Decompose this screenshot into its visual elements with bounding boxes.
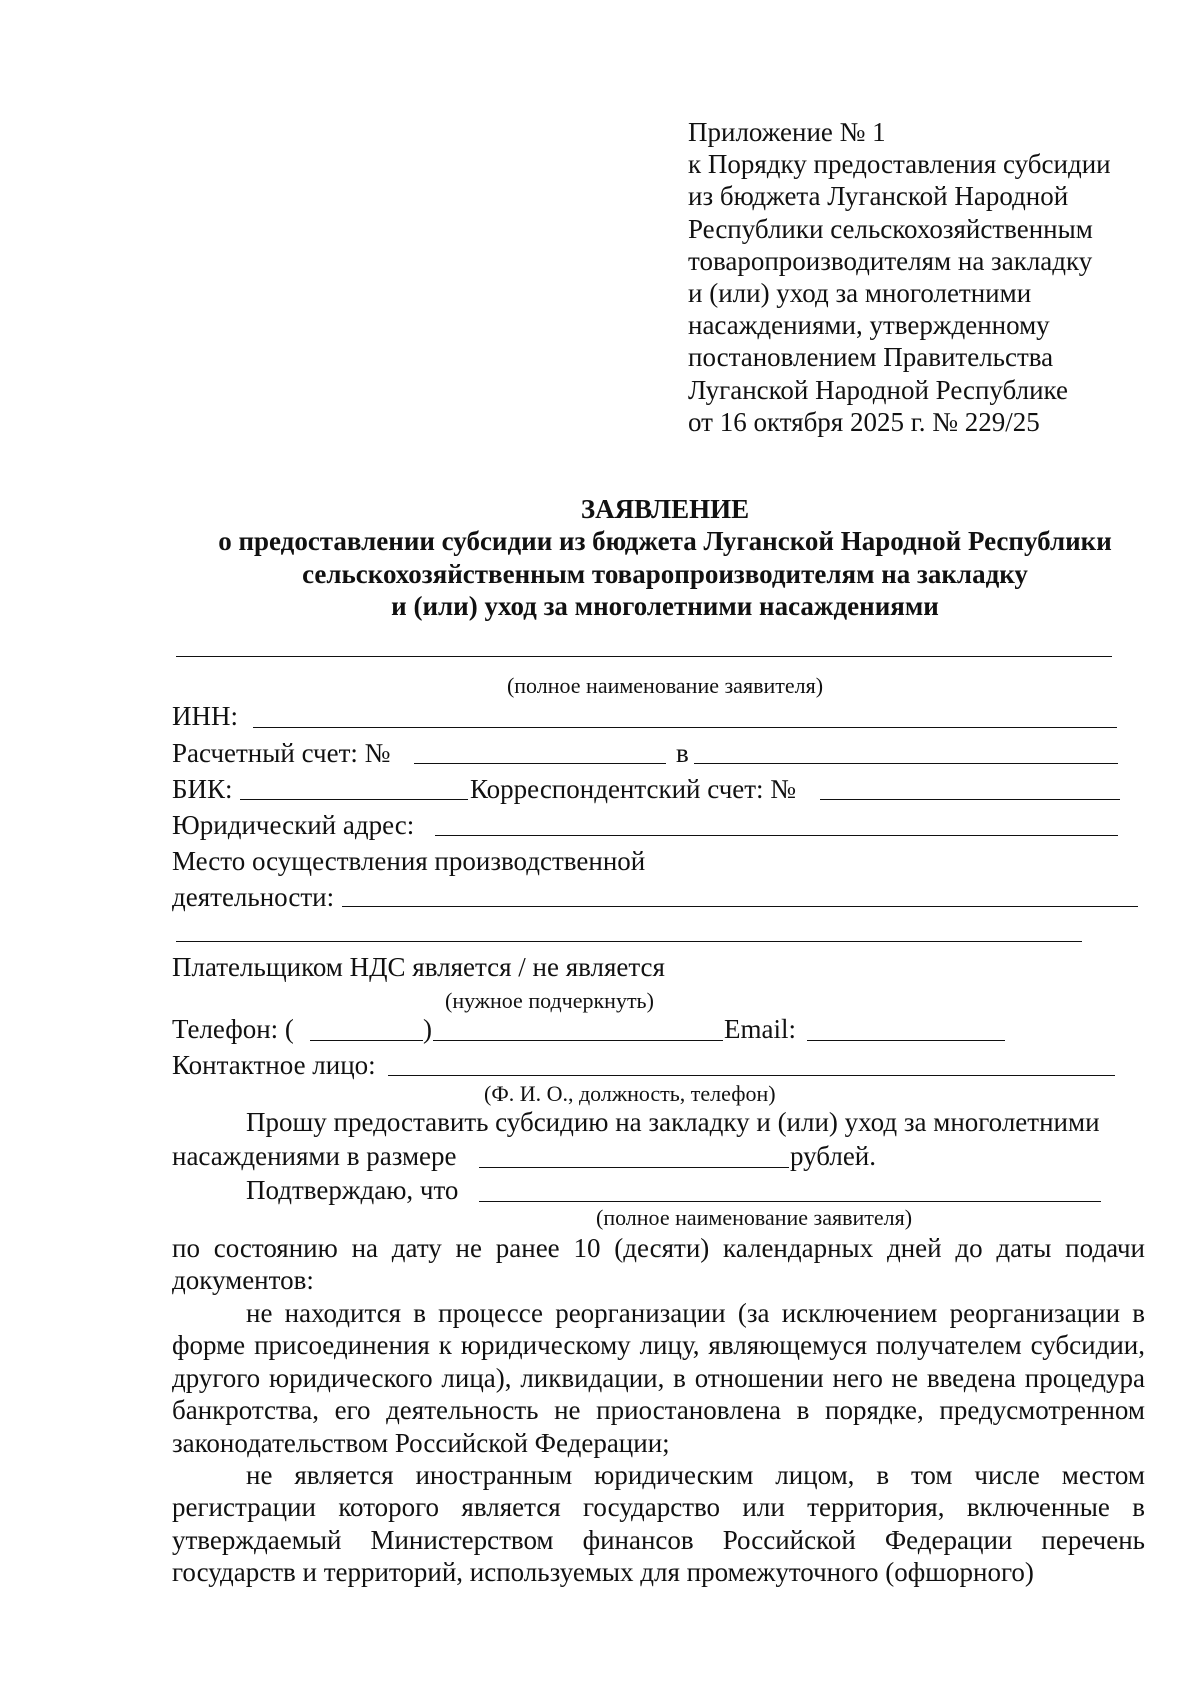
- subsidy-amount-field[interactable]: [479, 1167, 789, 1168]
- activity-place-label-cont: деятельности:: [172, 882, 335, 912]
- activity-place-field-cont[interactable]: [176, 941, 1082, 942]
- phone-paren: ): [423, 1014, 432, 1044]
- account-label: Расчетный счет: №: [172, 738, 391, 768]
- bik-label: БИК:: [172, 774, 233, 804]
- applicant-name-field[interactable]: [176, 656, 1112, 657]
- inn-label: ИНН:: [172, 701, 238, 731]
- appendix-line: и (или) уход за многолетними: [688, 278, 1032, 309]
- phone-code-field[interactable]: [310, 1040, 423, 1041]
- email-field[interactable]: [807, 1040, 1005, 1041]
- appendix-line: Республики сельскохозяйственным: [688, 213, 1093, 244]
- document-subtitle-line: сельскохозяйственным товаропроизводителям на закладку: [302, 558, 1028, 589]
- activity-place-label: Место осуществления производственной: [172, 846, 646, 876]
- appendix-line: Приложение № 1: [688, 117, 886, 147]
- appendix-note: [688, 116, 1158, 438]
- bik-field[interactable]: [240, 799, 468, 800]
- document-title: ЗАЯВЛЕНИЕ: [580, 494, 750, 524]
- condition-foreign-entity: не является иностранным юридическим лицом, в том числе местом регистрации которого является государство или территория, включенные в утверждаемый Министерством финансов Российской Федерации перечень государств и территорий, используемых для промежуточного (офшорного): [172, 1460, 1145, 1588]
- legal-address-field[interactable]: [435, 835, 1118, 836]
- appendix-line: к Порядку предоставления субсидии: [688, 149, 1111, 180]
- phone-label: Телефон: (: [172, 1014, 294, 1044]
- appendix-line: от 16 октября 2025 г. № 229/25: [688, 406, 1040, 437]
- document-subtitle-line: и (или) уход за многолетними насаждениями: [391, 590, 939, 621]
- appendix-line: товаропроизводителям на закладку: [688, 245, 1093, 276]
- appendix-line: насаждениями, утвержденному: [688, 310, 1050, 341]
- contact-field[interactable]: [388, 1075, 1115, 1076]
- appendix-line: постановлением Правительства: [688, 342, 1054, 373]
- activity-place-field[interactable]: [342, 906, 1138, 907]
- account-field[interactable]: [414, 763, 666, 764]
- account-bank-preposition: в: [676, 738, 689, 768]
- status-paragraph: по состоянию на дату не ранее 10 (десяти) календарных дней до даты подачи документов:: [172, 1233, 1145, 1296]
- phone-number-field[interactable]: [433, 1040, 723, 1041]
- corr-account-label: Корреспондентский счет: №: [470, 774, 797, 804]
- corr-account-field[interactable]: [820, 799, 1120, 800]
- applicant-caption: (полное наименование заявителя): [506, 673, 824, 698]
- vat-caption: (нужное подчеркнуть): [445, 988, 654, 1013]
- vat-status[interactable]: Плательщиком НДС является / не является: [172, 952, 665, 982]
- request-currency: рублей.: [790, 1141, 877, 1171]
- bank-name-field[interactable]: [694, 763, 1118, 764]
- document-heading: [120, 493, 1200, 622]
- email-label: Email:: [724, 1014, 796, 1044]
- confirm-caption: (полное наименование заявителя): [596, 1205, 913, 1230]
- document-subtitle-line: о предоставлении субсидии из бюджета Луганской Народной Республики: [218, 526, 1112, 557]
- appendix-line: из бюджета Луганской Народной: [688, 181, 1069, 212]
- request-text: Прошу предоставить субсидию на закладку и (или) уход за многолетними: [246, 1107, 1100, 1137]
- appendix-line: Луганской Народной Республике: [688, 374, 1068, 405]
- legal-address-label: Юридический адрес:: [172, 810, 415, 840]
- condition-reorganization: не находится в процессе реорганизации (за исключением реорганизации в форме присоединения к юридическому лицу, являющемуся получателем субсидии, другого юридического лица), ликвидации, в отношении него не введена процедура банкротства, его деятельность не приостановлена в порядке, предусмотренном законодательством Российской Федерации;: [172, 1298, 1145, 1458]
- contact-label: Контактное лицо:: [172, 1050, 376, 1080]
- inn-field[interactable]: [253, 727, 1117, 728]
- request-amount-label: насаждениями в размере: [172, 1141, 457, 1171]
- confirm-label: Подтверждаю, что: [246, 1175, 459, 1205]
- contact-caption: (Ф. И. О., должность, телефон): [484, 1081, 776, 1106]
